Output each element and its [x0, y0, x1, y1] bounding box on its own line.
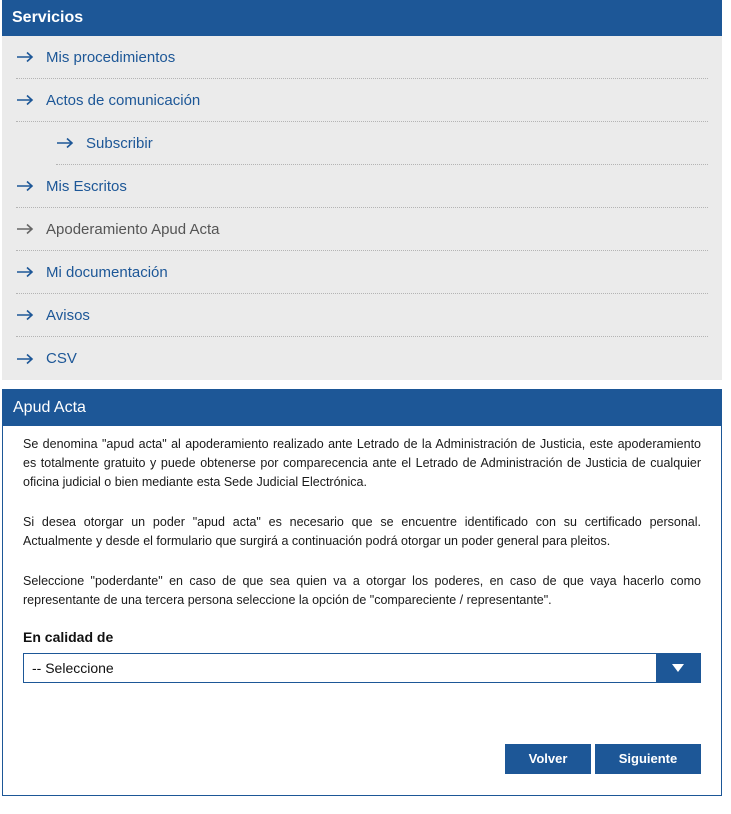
arrow-right-icon — [16, 51, 46, 63]
arrow-right-icon — [56, 137, 86, 149]
menu-item-apoderamiento-apud-acta[interactable] — [16, 208, 708, 251]
certificate-paragraph: Si desea otorgar un poder "apud acta" es necesario que se encuentre identificado con su certificado personal. Actualmente y desde el formulario que surgirá a continuación podrá otorgar un poder general para pleitos. — [23, 515, 701, 548]
menu-item-mis-procedimientos[interactable] — [16, 36, 708, 79]
menu-item-subscribir[interactable] — [56, 122, 708, 165]
menu-item-label: Apoderamiento Apud Acta — [46, 220, 220, 238]
menu-item-actos-de-comunicacion[interactable] — [16, 79, 708, 122]
menu-item-avisos[interactable] — [16, 294, 708, 337]
select-value: -- Seleccione — [32, 660, 114, 676]
apud-acta-title: Apud Acta — [3, 390, 721, 426]
intro-paragraph: Se denomina "apud acta" al apoderamiento realizado ante Letrado de la Administración de Justicia, este apoderamiento es totalmente gratuito y puede obtenerse por comparecencia ante el Letrado de Administración de Justicia de cualquier oficina judicial o bien mediante esta Sede Judicial Electrónica. — [23, 437, 701, 489]
apud-acta-panel — [2, 389, 722, 796]
menu-item-mi-documentacion[interactable] — [16, 251, 708, 294]
menu-item-label: Mis Escritos — [46, 177, 127, 195]
services-title: Servicios — [2, 0, 722, 36]
form-buttons — [505, 744, 701, 774]
arrow-right-icon — [16, 94, 46, 106]
arrow-right-icon — [16, 180, 46, 192]
volver-button[interactable]: Volver — [505, 744, 591, 774]
menu-item-label: CSV — [46, 350, 77, 367]
instructions-paragraph: Seleccione "poderdante" en caso de que sea quien va a otorgar los poderes, en caso de que vaya hacerlo como representante de una tercera persona seleccione la opción de "compareciente / representante". — [23, 574, 701, 607]
en-calidad-de-label: En calidad de — [23, 629, 114, 645]
apud-acta-body — [3, 426, 721, 683]
arrow-right-icon — [16, 223, 46, 235]
arrow-right-icon — [16, 309, 46, 321]
menu-item-label: Subscribir — [86, 134, 153, 152]
menu-item-label: Avisos — [46, 306, 90, 324]
services-menu — [2, 36, 722, 380]
siguiente-button[interactable]: Siguiente — [595, 744, 701, 774]
menu-item-csv[interactable] — [16, 337, 708, 380]
arrow-right-icon — [16, 353, 46, 365]
menu-item-label: Mis procedimientos — [46, 48, 176, 66]
arrow-right-icon — [16, 266, 46, 278]
menu-item-mis-escritos[interactable] — [16, 165, 708, 208]
services-panel — [2, 0, 722, 380]
en-calidad-de-select[interactable] — [23, 653, 701, 683]
dropdown-arrow-icon[interactable] — [656, 654, 700, 682]
menu-item-label: Mi documentación — [46, 263, 168, 281]
menu-item-label: Actos de comunicación — [46, 91, 201, 109]
